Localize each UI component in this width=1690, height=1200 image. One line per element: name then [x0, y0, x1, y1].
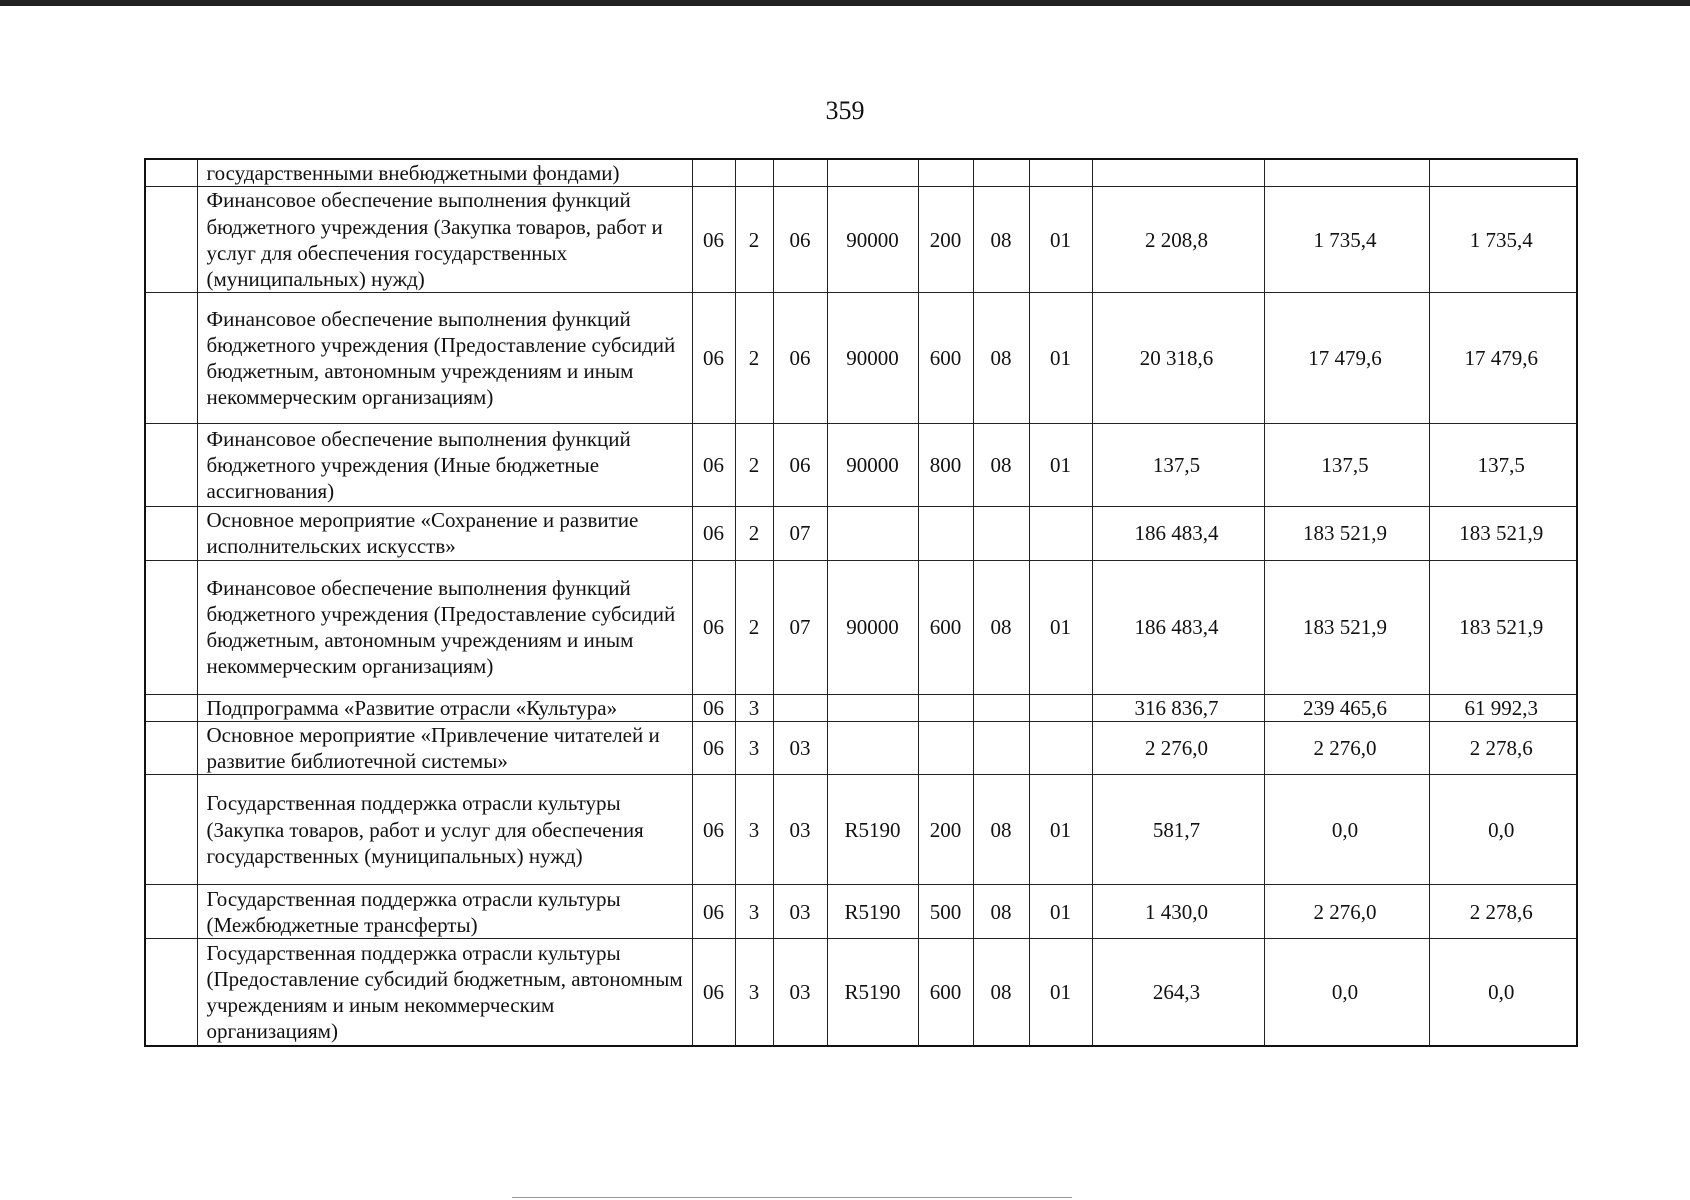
code-cell: 03: [773, 775, 827, 885]
code-cell: 90000: [827, 293, 918, 424]
code-cell: R5190: [827, 885, 918, 939]
code-cell: 08: [973, 293, 1029, 424]
code-cell: 06: [692, 507, 735, 560]
table-row: [145, 775, 1577, 885]
code-cell: 06: [773, 424, 827, 507]
amount-cell: 2 208,8: [1092, 187, 1264, 293]
row-number-cell: [145, 775, 197, 885]
amount-cell: 2 278,6: [1429, 721, 1577, 774]
amount-cell: 581,7: [1092, 775, 1264, 885]
code-cell: 08: [973, 885, 1029, 939]
code-cell: [918, 159, 973, 187]
amount-cell: 137,5: [1429, 424, 1577, 507]
code-cell: 06: [773, 187, 827, 293]
code-cell: 01: [1029, 939, 1092, 1046]
table-row: [145, 721, 1577, 774]
amount-cell: 183 521,9: [1429, 560, 1577, 694]
code-cell: 200: [918, 775, 973, 885]
code-cell: 03: [773, 939, 827, 1046]
table-row: [145, 507, 1577, 560]
page-number: 359: [825, 96, 865, 125]
table-row: [145, 187, 1577, 293]
row-number-cell: [145, 293, 197, 424]
code-cell: 01: [1029, 187, 1092, 293]
amount-cell: 1 430,0: [1092, 885, 1264, 939]
code-cell: [827, 507, 918, 560]
code-cell: 3: [735, 694, 773, 721]
code-cell: 2: [735, 560, 773, 694]
code-cell: 06: [692, 187, 735, 293]
code-cell: 90000: [827, 424, 918, 507]
code-cell: 01: [1029, 775, 1092, 885]
code-cell: 06: [692, 560, 735, 694]
code-cell: [973, 721, 1029, 774]
code-cell: 2: [735, 293, 773, 424]
code-cell: [773, 694, 827, 721]
code-cell: 3: [735, 721, 773, 774]
amount-cell: 2 276,0: [1264, 721, 1429, 774]
code-cell: 600: [918, 293, 973, 424]
code-cell: 200: [918, 187, 973, 293]
amount-cell: 183 521,9: [1264, 560, 1429, 694]
row-number-cell: [145, 187, 197, 293]
amount-cell: [1429, 159, 1577, 187]
code-cell: 2: [735, 424, 773, 507]
table-row: [145, 560, 1577, 694]
amount-cell: 0,0: [1264, 939, 1429, 1046]
code-cell: 06: [692, 424, 735, 507]
amount-cell: 2 276,0: [1092, 721, 1264, 774]
item-name-cell: Основное мероприятие «Сохранение и развитие исполнительских искусств»: [197, 507, 692, 560]
code-cell: [827, 694, 918, 721]
row-number-cell: [145, 694, 197, 721]
code-cell: 3: [735, 775, 773, 885]
code-cell: 800: [918, 424, 973, 507]
code-cell: 03: [773, 885, 827, 939]
item-name-cell: Государственная поддержка отрасли культуры (Закупка товаров, работ и услуг для обеспечения государственных (муниципальных) нужд): [197, 775, 692, 885]
code-cell: 01: [1029, 560, 1092, 694]
amount-cell: 239 465,6: [1264, 694, 1429, 721]
amount-cell: 137,5: [1092, 424, 1264, 507]
code-cell: [973, 507, 1029, 560]
table-row: [145, 694, 1577, 721]
row-number-cell: [145, 507, 197, 560]
amount-cell: 17 479,6: [1264, 293, 1429, 424]
code-cell: [827, 721, 918, 774]
code-cell: [827, 159, 918, 187]
code-cell: 2: [735, 507, 773, 560]
item-name-cell: Финансовое обеспечение выполнения функций бюджетного учреждения (Закупка товаров, работ и услуг для обеспечения государственных (муниципальных) нужд): [197, 187, 692, 293]
table-row: [145, 293, 1577, 424]
table-row: [145, 159, 1577, 187]
code-cell: R5190: [827, 775, 918, 885]
code-cell: 06: [692, 775, 735, 885]
amount-cell: 0,0: [1429, 939, 1577, 1046]
code-cell: 3: [735, 939, 773, 1046]
table-row: [145, 424, 1577, 507]
code-cell: [973, 159, 1029, 187]
code-cell: R5190: [827, 939, 918, 1046]
item-name-cell: Финансовое обеспечение выполнения функций бюджетного учреждения (Иные бюджетные ассигнования): [197, 424, 692, 507]
code-cell: 07: [773, 560, 827, 694]
amount-cell: 0,0: [1429, 775, 1577, 885]
code-cell: 90000: [827, 187, 918, 293]
code-cell: 06: [692, 694, 735, 721]
top-scan-border: [0, 0, 1690, 6]
code-cell: 500: [918, 885, 973, 939]
code-cell: 08: [973, 560, 1029, 694]
row-number-cell: [145, 560, 197, 694]
amount-cell: 17 479,6: [1429, 293, 1577, 424]
amount-cell: 316 836,7: [1092, 694, 1264, 721]
amount-cell: 137,5: [1264, 424, 1429, 507]
amount-cell: 186 483,4: [1092, 507, 1264, 560]
amount-cell: 61 992,3: [1429, 694, 1577, 721]
amount-cell: 1 735,4: [1264, 187, 1429, 293]
amount-cell: [1264, 159, 1429, 187]
code-cell: 07: [773, 507, 827, 560]
item-name-cell: Подпрограмма «Развитие отрасли «Культура»: [197, 694, 692, 721]
table-row: [145, 939, 1577, 1046]
code-cell: [1029, 507, 1092, 560]
code-cell: 03: [773, 721, 827, 774]
code-cell: 3: [735, 885, 773, 939]
code-cell: 08: [973, 187, 1029, 293]
code-cell: 90000: [827, 560, 918, 694]
item-name-cell: Основное мероприятие «Привлечение читателей и развитие библиотечной системы»: [197, 721, 692, 774]
item-name-cell: Государственная поддержка отрасли культуры (Предоставление субсидий бюджетным, автономным учреждениям и иным некоммерческим организациям): [197, 939, 692, 1046]
row-number-cell: [145, 721, 197, 774]
item-name-cell: Финансовое обеспечение выполнения функций бюджетного учреждения (Предоставление субсидий бюджетным, автономным учреждениям и иным некоммерческим организациям): [197, 560, 692, 694]
item-name-cell: Государственная поддержка отрасли культуры (Межбюджетные трансферты): [197, 885, 692, 939]
code-cell: 06: [773, 293, 827, 424]
item-name-cell: Финансовое обеспечение выполнения функций бюджетного учреждения (Предоставление субсидий бюджетным, автономным учреждениям и иным некоммерческим организациям): [197, 293, 692, 424]
amount-cell: 2 278,6: [1429, 885, 1577, 939]
code-cell: [973, 694, 1029, 721]
amount-cell: 0,0: [1264, 775, 1429, 885]
budget-table: [144, 158, 1578, 1047]
row-number-cell: [145, 885, 197, 939]
code-cell: [692, 159, 735, 187]
code-cell: 01: [1029, 885, 1092, 939]
code-cell: 08: [973, 939, 1029, 1046]
row-number-cell: [145, 424, 197, 507]
amount-cell: 1 735,4: [1429, 187, 1577, 293]
code-cell: 2: [735, 187, 773, 293]
amount-cell: 183 521,9: [1429, 507, 1577, 560]
row-number-cell: [145, 159, 197, 187]
code-cell: 08: [973, 775, 1029, 885]
code-cell: [918, 694, 973, 721]
code-cell: [918, 507, 973, 560]
amount-cell: 2 276,0: [1264, 885, 1429, 939]
code-cell: 600: [918, 560, 973, 694]
code-cell: 06: [692, 721, 735, 774]
code-cell: 01: [1029, 424, 1092, 507]
amount-cell: 183 521,9: [1264, 507, 1429, 560]
amount-cell: 186 483,4: [1092, 560, 1264, 694]
code-cell: [735, 159, 773, 187]
code-cell: 600: [918, 939, 973, 1046]
code-cell: [1029, 694, 1092, 721]
code-cell: 06: [692, 293, 735, 424]
code-cell: 01: [1029, 293, 1092, 424]
code-cell: 06: [692, 939, 735, 1046]
amount-cell: 264,3: [1092, 939, 1264, 1046]
bottom-scan-rule: [512, 1197, 1072, 1198]
amount-cell: 20 318,6: [1092, 293, 1264, 424]
row-number-cell: [145, 939, 197, 1046]
table-row: [145, 885, 1577, 939]
code-cell: [773, 159, 827, 187]
code-cell: 06: [692, 885, 735, 939]
item-name-cell: государственными внебюджетными фондами): [197, 159, 692, 187]
code-cell: [1029, 721, 1092, 774]
code-cell: [1029, 159, 1092, 187]
code-cell: [918, 721, 973, 774]
code-cell: 08: [973, 424, 1029, 507]
amount-cell: [1092, 159, 1264, 187]
